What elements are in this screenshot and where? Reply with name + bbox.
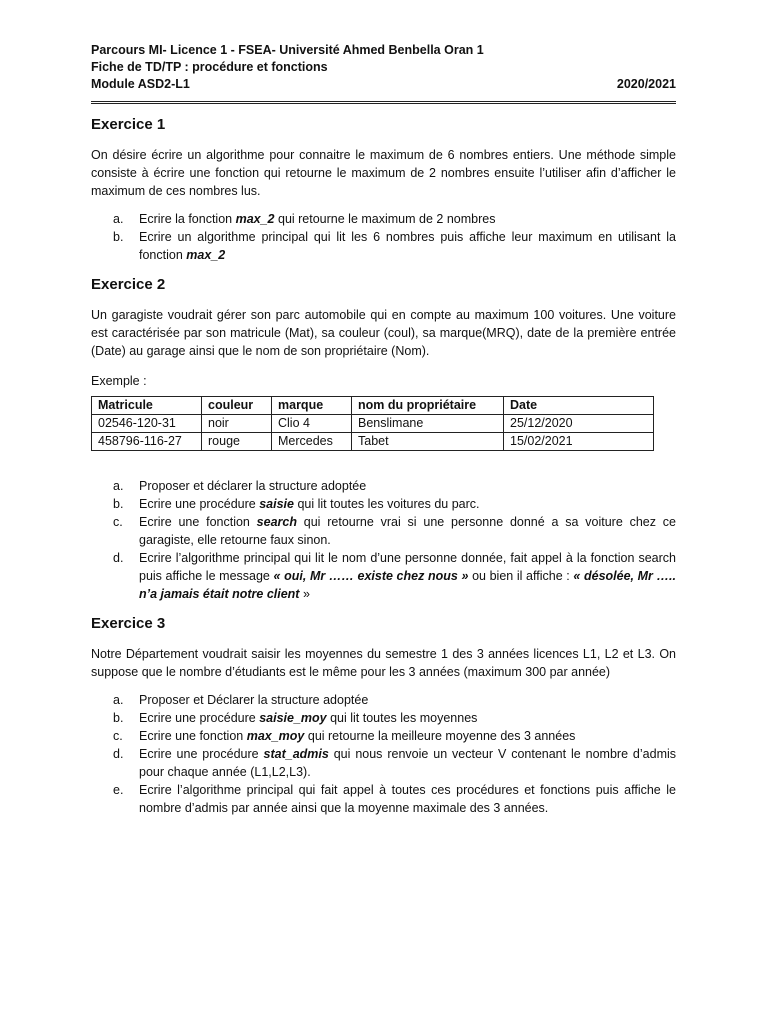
table-cell: Tabet — [352, 433, 504, 451]
message-text: « désolée, Mr ….. n’a jamais était notre client — [139, 569, 677, 601]
list-item — [91, 727, 676, 745]
column-header: nom du propriétaire — [352, 397, 504, 415]
item-marker: b. — [113, 230, 124, 244]
item-marker: e. — [113, 783, 124, 797]
item-marker: d. — [113, 551, 124, 565]
item-text-end: qui lit toutes les moyennes — [326, 711, 478, 725]
list-item — [91, 709, 676, 727]
list-item — [91, 513, 676, 549]
column-header: Date — [504, 397, 654, 415]
item-marker: a. — [113, 693, 124, 707]
exercise-2-items — [91, 477, 676, 603]
exercise-3-title: Exercice 3 — [91, 615, 166, 632]
list-item — [91, 477, 676, 495]
list-item — [91, 549, 676, 603]
table-row — [92, 433, 654, 451]
list-item — [91, 228, 676, 264]
table-cell: 02546-120-31 — [92, 415, 202, 433]
item-marker: b. — [113, 497, 124, 511]
table-cell: noir — [202, 415, 272, 433]
item-text-end: » — [299, 587, 310, 601]
table-cell: Benslimane — [352, 415, 504, 433]
function-name: max_moy — [246, 729, 305, 743]
item-marker: a. — [113, 479, 124, 493]
item-text: Ecrire l’algorithme principal qui lit le nom d’une personne donnée, fait appel à la fonction search puis affiche le message — [139, 551, 676, 583]
exercise-2 — [91, 274, 676, 603]
header-year: 2020/2021 — [616, 77, 676, 91]
item-text: Ecrire un algorithme principal qui lit les 6 nombres puis affiche leur maximum en utilisant la fonction — [139, 230, 676, 262]
exercise-3-items — [91, 691, 676, 817]
function-name: stat_admis — [263, 747, 329, 761]
example-table — [91, 396, 654, 451]
column-header: marque — [272, 397, 352, 415]
table-cell: 458796-116-27 — [92, 433, 202, 451]
item-text-end: qui nous renvoie un vecteur V contenant le nombre d’admis pour chaque année (L1,L2,L3). — [139, 747, 677, 779]
table-cell: rouge — [202, 433, 272, 451]
function-name: saisie_moy — [259, 711, 327, 725]
table-cell: Clio 4 — [272, 415, 352, 433]
item-marker: d. — [113, 747, 124, 761]
item-text-end: qui retourne vrai si une personne donné a sa voiture chez ce garagiste, elle retourne faux sinon. — [139, 515, 676, 547]
item-text: Ecrire une procédure — [139, 497, 260, 511]
item-text-end: qui lit toutes les voitures du parc. — [293, 497, 480, 511]
item-text-end: qui retourne le maximum de 2 nombres — [274, 212, 496, 226]
item-text: Ecrire la fonction — [139, 212, 236, 226]
exercise-1-intro: On désire écrire un algorithme pour connaitre le maximum de 6 nombres entiers. Une méthode simple consiste à écrire une fonction qui retourne le maximum de 2 nombres ensuite l’utiliser afin d’afficher le maximum de ces nombres lus. — [91, 148, 676, 198]
item-marker: c. — [113, 515, 123, 529]
list-item — [91, 745, 676, 781]
item-text: Ecrire une procédure — [139, 747, 264, 761]
list-item — [91, 495, 676, 513]
exercise-1 — [91, 114, 676, 264]
function-name: max_2 — [235, 212, 275, 226]
item-marker: c. — [113, 729, 123, 743]
table-cell: 15/02/2021 — [504, 433, 654, 451]
item-text-end: qui retourne la meilleure moyenne des 3 années — [304, 729, 576, 743]
table-row — [92, 415, 654, 433]
item-text: Proposer et déclarer la structure adoptée — [139, 479, 367, 493]
item-marker: a. — [113, 212, 124, 226]
list-item — [91, 781, 676, 817]
document-header — [91, 42, 676, 104]
table-cell: Mercedes — [272, 433, 352, 451]
header-divider — [91, 101, 676, 104]
item-text-mid: ou bien il affiche : — [468, 569, 574, 583]
header-module-row — [91, 76, 676, 93]
header-institution: Parcours MI- Licence 1 - FSEA- Université Ahmed Benbella Oran 1 — [91, 43, 484, 57]
item-text: Ecrire une fonction — [139, 515, 257, 529]
header-module: Module ASD2-L1 — [91, 77, 190, 91]
exercise-2-title: Exercice 2 — [91, 276, 166, 293]
column-header: couleur — [202, 397, 272, 415]
item-text: Ecrire une fonction — [139, 729, 247, 743]
table-header-row — [92, 397, 654, 415]
table-cell: 25/12/2020 — [504, 415, 654, 433]
message-text: « oui, Mr …… existe chez nous » — [273, 569, 469, 583]
exercise-1-items — [91, 210, 676, 264]
exercise-1-title: Exercice 1 — [91, 116, 166, 133]
header-sheet-title: Fiche de TD/TP : procédure et fonctions — [91, 60, 328, 74]
function-name: saisie — [259, 497, 294, 511]
function-name: max_2 — [186, 248, 226, 262]
item-text: Ecrire l’algorithme principal qui fait appel à toutes ces procédures et fonctions puis affiche le nombre d’admis par année ainsi que la moyenne maximale des 3 années. — [139, 783, 676, 815]
item-text: Ecrire une procédure — [139, 711, 260, 725]
exercise-3-intro: Notre Département voudrait saisir les moyennes du semestre 1 des 3 années licences L1, L2 et L3. On suppose que le nombre d’étudiants est le même pour les 3 années (maximum 300 par année) — [91, 647, 676, 679]
list-item — [91, 691, 676, 709]
exercise-2-intro: Un garagiste voudrait gérer son parc automobile qui en compte au maximum 100 voitures. Une voiture est caractérisée par son matricule (Mat), sa couleur (coul), sa marque(MRQ), date de la première entrée (Date) au garage ainsi que le nom de son propriétaire (Nom). — [91, 308, 676, 358]
document-page — [91, 42, 676, 817]
column-header: Matricule — [92, 397, 202, 415]
exercise-3 — [91, 613, 676, 817]
list-item — [91, 210, 676, 228]
example-label: Exemple : — [91, 374, 147, 388]
function-name: search — [256, 515, 297, 529]
item-marker: b. — [113, 711, 124, 725]
item-text: Proposer et Déclarer la structure adoptée — [139, 693, 369, 707]
